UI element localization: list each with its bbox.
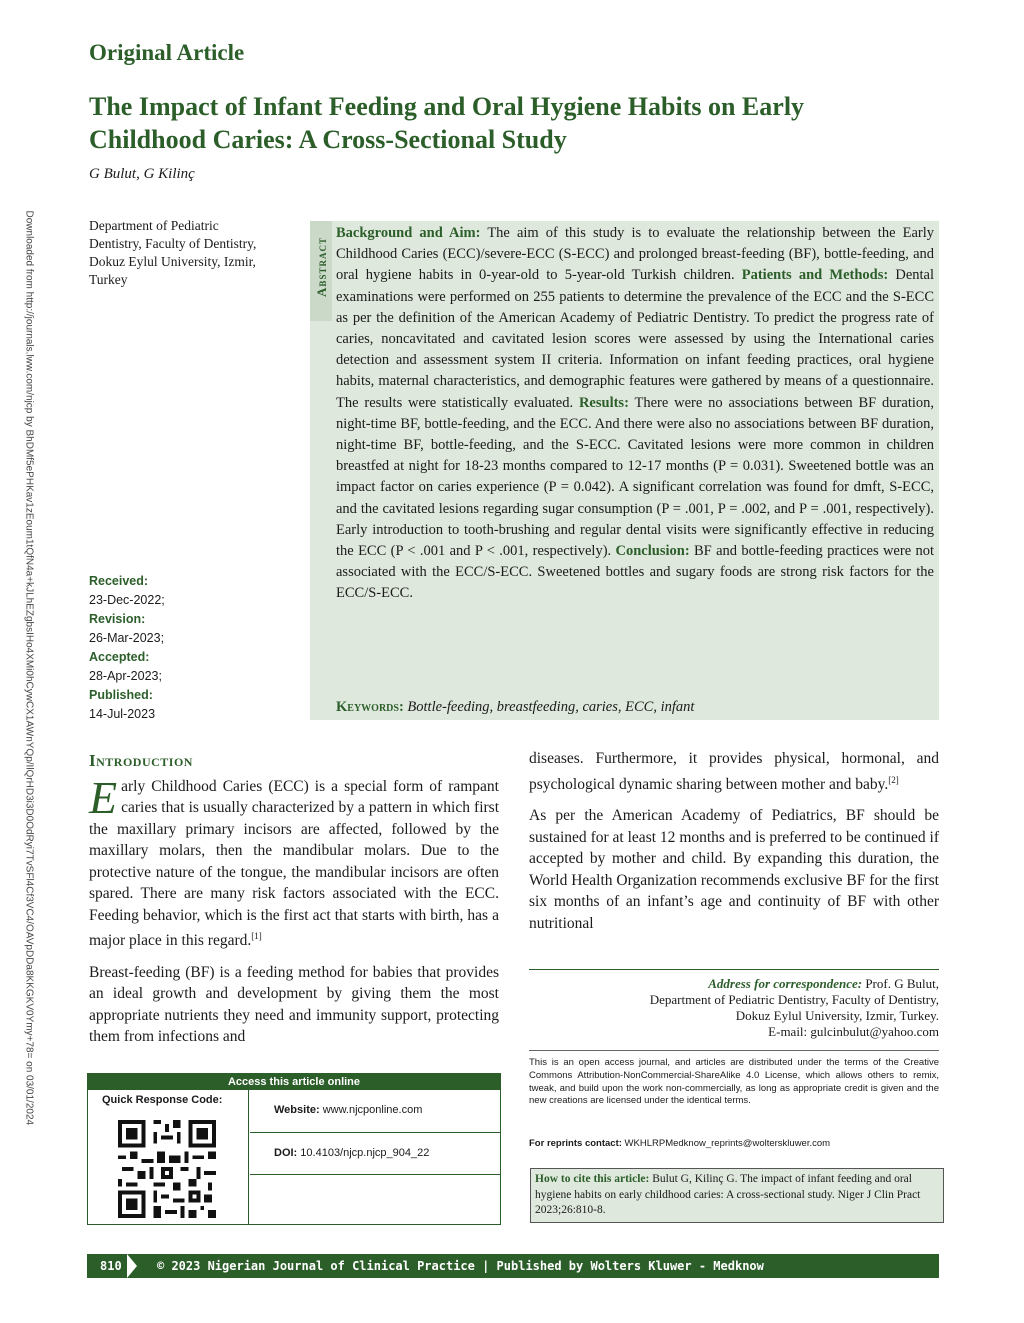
website-row [250, 1090, 500, 1133]
qr-code-icon[interactable] [118, 1120, 216, 1218]
access-header: Access this article online [88, 1074, 500, 1090]
intro-p3-text: diseases. Furthermore, it provides physical, hormonal, and psychological dynamic sharing between mother and baby. [529, 750, 939, 793]
intro-paragraph-3 [529, 748, 939, 795]
page-number: 810 [100, 1259, 122, 1273]
left-column [89, 750, 499, 1058]
abstract-tab-label: Abstract [314, 237, 329, 297]
ref-2: [2] [888, 774, 899, 785]
abstract-bg-label: Background and Aim: [336, 225, 481, 241]
abstract-conclusion-text: BF and bottle-feeding practices were not associated with the ECC/S-ECC. Sweetened bottles and sugary foods are strong risk factors for the ECC/S-ECC. [336, 543, 935, 602]
doi-link[interactable]: 10.4103/njcp.njcp_904_22 [300, 1147, 430, 1159]
correspondence-line1: Department of Pediatric Dentistry, Faculty of Dentistry, [649, 992, 939, 1007]
abstract-bg-text: The aim of this study is to evaluate the relationship between the Early Childhood Caries (ECC)/severe-ECC (S-ECC) and prolonged breast-feeding (BF), bottle-feeding, and oral hygiene habits in 0-year-old to 5-year-old Turkish children. [336, 225, 934, 284]
intro-paragraph-4: As per the American Academy of Pediatrics, BF should be sustained for at least 12 months and is preferred to be continued if accepted by mother and child. By expanding this duration, the World Health Organization recommends exclusive BF for the first six months of an infant’s age and continuity of BF with other nutritional [529, 807, 939, 932]
keywords-list: Bottle-feeding, breastfeeding, caries, ECC, infant [407, 699, 695, 715]
revision-label: Revision: [89, 612, 146, 626]
correspondence-name: Prof. G Bulut, [865, 976, 939, 991]
affiliation: Department of Pediatric Dentistry, Faculty of Dentistry, Dokuz Eylul University, Izmir, Turkey [89, 218, 257, 287]
correspondence-line2: Dokuz Eylul University, Izmir, Turkey. [735, 1008, 939, 1023]
reprints [529, 1138, 939, 1149]
citation-text: Bulut G, Kilinç G. The impact of infant feeding and oral hygiene habits on early childhood caries: A cross-sectional study. Niger J Clin Pract 2023;26:810-8. [535, 1173, 921, 1216]
doi-label: DOI: [274, 1147, 298, 1159]
website-link[interactable]: www.njcponline.com [322, 1104, 423, 1116]
citation-label: How to cite this article: [535, 1173, 650, 1185]
reprints-email[interactable]: WKHLRPMedknow_reprints@wolterskluwer.com [624, 1138, 831, 1149]
download-note-text: Downloaded from http://journals.lww.com/njcp by BhDMf5ePHKav1zEoum1tQfN4a+kJLhEZgbsIHo4XMi0hCywCX1AWnYQp/IlQrHD3i3D0OdRyi7TvSFl4Cf3VC4/OAVpDDa8KKGKV0Ymy+78= on 03/01/2024 [23, 210, 35, 1126]
abstract-results-text: There were no associations between BF duration, night-time BF, bottle-feeding, and the ECC. And there were also no associations between BF duration, night-time BF, bottle-feeding, and the S-ECC. Cavitated lesions were more common in children breastfed at night for 18-23 months compared to 12-17 months (P = 0.031). Sweetened bottle was an impact factor on caries experience (P = 0.042). A significant correlation was found for dmft, S-ECC, and the cavitated lesions regarding sugar consumption (P = .001, P = .002, and P = .001, respectively). Early introduction to tooth-brushing and regular dental visits were significantly effective in reducing the ECC (P < .001 and P < .001, respectively). [336, 394, 935, 560]
correspondence-email: E-mail: gulcinbulut@yahoo.com [768, 1024, 939, 1039]
license-text: This is an open access journal, and articles are distributed under the terms of the Creative Commons Attribution-NonCommercial-ShareAlike 4.0 License, which allows others to remix, tweak, and build upon the work non-commercially, as long as appropriate credit is given and the new creations are licensed under the identical terms. [529, 1050, 939, 1108]
published-label: Published: [89, 688, 153, 702]
correspondence-label: Address for correspondence: [708, 976, 863, 991]
article-dates [89, 572, 269, 724]
article-type: Original Article [89, 40, 245, 65]
authors: G Bulut, G Kilinç [89, 166, 195, 182]
page-footer [87, 1254, 939, 1278]
ref-1: [1] [251, 931, 262, 941]
footer-text: © 2023 Nigerian Journal of Clinical Practice | Published by Wolters Kluwer - Medknow [157, 1259, 764, 1273]
qr-cell [88, 1090, 249, 1224]
published-date: 14-Jul-2023 [89, 707, 156, 721]
qr-label: Quick Response Code: [102, 1094, 223, 1106]
chevron-right-icon [127, 1254, 137, 1278]
received-date: 23-Dec-2022; [89, 593, 165, 607]
intro-heading: Introduction [89, 751, 193, 770]
abstract-results-label: Results: [578, 394, 629, 411]
abstract-tab [310, 221, 332, 321]
accepted-label: Accepted: [89, 650, 150, 664]
accepted-date: 28-Apr-2023; [89, 669, 162, 683]
article-title: The Impact of Infant Feeding and Oral Hygiene Habits on Early Childhood Caries: A Cross-Sectional Study [89, 92, 805, 154]
reprints-label: For reprints contact: [529, 1138, 622, 1149]
correspondence [529, 969, 939, 1040]
citation-box [530, 1168, 944, 1223]
keywords-label: Keywords: [336, 699, 404, 715]
keywords [336, 699, 934, 716]
abstract-text [336, 223, 934, 605]
abstract-methods-text: Dental examinations were performed on 255 patients to determine the prevalence of the ECC and the S-ECC as per the definition of the American Academy of Pediatric Dentistry. To predict the progress rate of caries, noncavitated and cavitated lesion scores were assessed by using the International caries detection and assessment system II criteria. Information on infant feeding practices, oral hygiene habits, maternal characteristics, and demographic features were gathered by means of a questionnaire. The results were statistically evaluated. [336, 267, 935, 411]
intro-paragraph-2: Breast-feeding (BF) is a feeding method for babies that provides an ideal growth and development by giving them the most appropriate nutrients they need and immunity support, protecting them from infections and [89, 963, 499, 1046]
access-online-box [87, 1073, 501, 1225]
received-label: Received: [89, 574, 149, 588]
abstract-methods-label: Patients and Methods: [741, 267, 889, 284]
download-note [14, 210, 44, 1126]
intro-paragraph-1 [89, 771, 499, 952]
intro-p1-text: arly Childhood Caries (ECC) is a special form of rampant caries that is usually characterized by a pattern in which first the maxillary primary incisors are affected, followed by the maxillary molars, then the mandibular molars. Due to the protective nature of the tongue, the mandibular incisors are often spared. There are many risk factors associated with the ECC. Feeding behavior, which is the first act that starts with birth, has a major place in this regard. [89, 777, 499, 950]
right-column [529, 748, 939, 944]
abstract-box [310, 221, 939, 720]
drop-cap: E [89, 771, 118, 823]
revision-date: 26-Mar-2023; [89, 631, 165, 645]
doi-row [250, 1133, 500, 1175]
abstract-conclusion-label: Conclusion: [615, 543, 690, 560]
website-label: Website: [274, 1104, 320, 1116]
